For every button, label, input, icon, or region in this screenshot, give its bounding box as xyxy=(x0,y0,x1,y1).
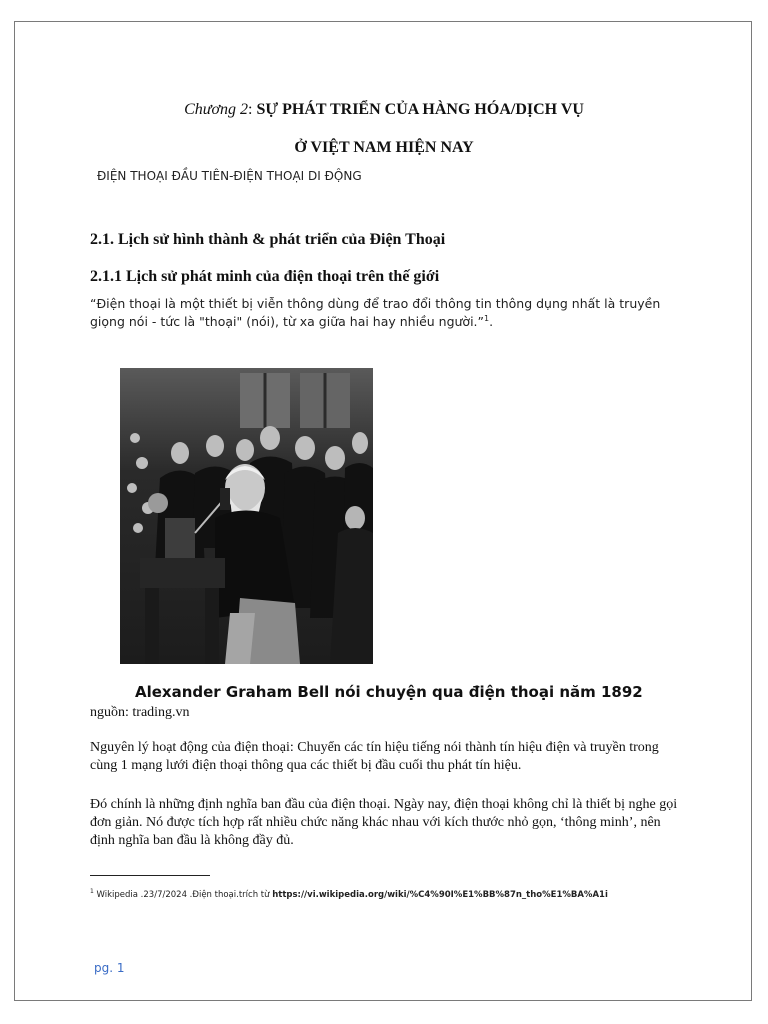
definition-quote xyxy=(90,295,690,331)
chapter-title xyxy=(0,100,768,120)
page-number: pg. 1 xyxy=(94,961,125,975)
quote-end: . xyxy=(489,314,494,329)
chapter-colon: : xyxy=(248,101,257,118)
photo-illustration xyxy=(120,368,373,664)
footnote-number: 1 xyxy=(90,888,94,896)
paragraph-principle: Nguyên lý hoạt động của điện thoại: Chuyển các tín hiệu tiếng nói thành tín hiệu điện và truyền trong cùng 1 mạng lưới điện thoại thông qua các thiết bị đầu cuối thu phát tín hiệu. xyxy=(90,740,659,773)
chapter-title-line2: Ở VIỆT NAM HIỆN NAY xyxy=(294,139,474,156)
document-subtitle: ĐIỆN THOẠI ĐẦU TIÊN-ĐIỆN THOẠI DI ĐỘNG xyxy=(97,169,362,183)
quote-text: “Điện thoại là một thiết bị viễn thông dùng để trao đổi thông tin thông dụng nhất là truyền giọng nói - tức là "thoại" (nói), từ xa giữa hai hay nhiều người.” xyxy=(90,296,661,329)
figure-source: nguồn: trading.vn xyxy=(90,705,190,720)
footnote-text: Wikipedia .23/7/2024 .Điện thoại.trích từ xyxy=(93,890,273,900)
footnote-separator xyxy=(90,875,210,876)
subsection-heading: 2.1.1 Lịch sử phát minh của điện thoại trên thế giới xyxy=(90,268,440,285)
footnote-ref[interactable]: 1 xyxy=(484,313,490,323)
chapter-label: Chương 2 xyxy=(184,101,249,118)
chapter-title-line1: SỰ PHÁT TRIỂN CỦA HÀNG HÓA/DỊCH VỤ xyxy=(256,101,584,118)
bell-telephone-photo xyxy=(120,368,373,664)
paragraph-definition: Đó chính là những định nghĩa ban đầu của điện thoại. Ngày nay, điện thoại không chỉ là thiết bị nghe gọi đơn giản. Nó được tích hợp rất nhiều chức năng khác nhau với kích thước nhỏ gọn, ‘thông minh’, nên định nghĩa ban đầu là không đầy đủ. xyxy=(90,797,678,848)
footnote-link[interactable]: https://vi.wikipedia.org/wiki/%C4%90I%E1%BB%87n_tho%E1%BA%A1i xyxy=(272,890,608,900)
figure-caption: Alexander Graham Bell nói chuyện qua điện thoại năm 1892 xyxy=(135,683,643,701)
footnote xyxy=(90,889,608,901)
section-heading: 2.1. Lịch sử hình thành & phát triển của Điện Thoại xyxy=(90,231,446,248)
